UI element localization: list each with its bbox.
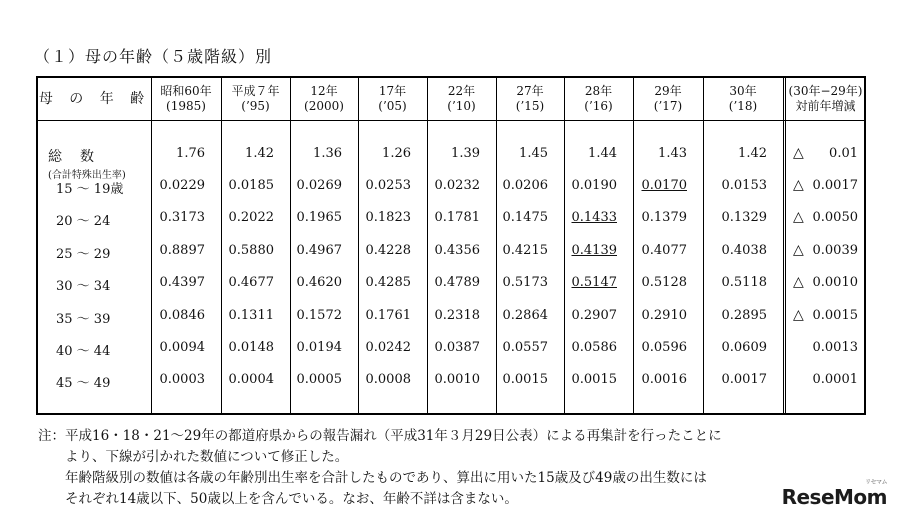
cell-value: 0.0242 [365,340,411,355]
note-line: 注：平成16・18・21〜29年の都道府県からの報告漏れ（平成31年３月29日公表）による再集計を行ったことに [38,428,722,444]
cell-value: 0.4356 [434,242,480,258]
age-group-label: 20 〜 24 [56,214,111,230]
diff-value: 0.0001 [812,372,858,388]
table-title: （１）母の年齢（５歳階級）別 [34,47,273,66]
table-cell [503,178,549,193]
header-year-label: 29年 [654,84,682,98]
table-cell [503,372,549,387]
table-cell [229,210,275,225]
cell-value: 0.8897 [159,242,205,258]
cell-value: 0.1329 [721,210,767,226]
header-year-sub: (’10) [447,99,476,113]
table-cell [642,340,688,355]
cell-value: 1.36 [313,146,342,161]
age-group-label: 40 〜 44 [56,344,111,359]
decrease-mark: △ [793,306,804,323]
table-cell [642,308,688,323]
table-cell [435,372,481,387]
table-cell [297,243,343,258]
cell-value: 0.0170 [641,178,687,193]
cell-value: 1.42 [245,146,274,161]
table-cell [572,308,618,323]
table-cell [658,146,687,161]
note-line: より、下線が引かれた数値について修正した。 [38,449,349,465]
cell-value: 0.4285 [365,275,411,291]
header-age-label: 母 の 年 齢 [38,90,151,107]
table-cell [722,210,768,225]
header-year-label: 17年 [378,84,407,98]
cell-value: 0.1761 [365,307,411,323]
table-cell [503,340,549,355]
header-year [151,78,221,120]
table-cell [297,275,343,290]
header-year-label: 27年 [516,84,544,98]
header-diff-label: (30年−29年) [788,84,863,98]
header-year [290,78,358,120]
resemom-logo: リセマム ReseMom [781,479,887,509]
cell-value: 0.4967 [296,242,342,258]
cell-value: 0.5118 [721,275,767,291]
cell-value: 0.2022 [228,210,274,226]
table-cell [160,178,206,193]
header-year-label: 30年 [729,84,757,98]
cell-value: 0.0387 [434,340,480,355]
table-cell [366,275,412,290]
header-year [564,78,633,120]
table-cell [297,210,343,225]
header-year-sub: (1985) [166,99,206,113]
cell-value: 0.0229 [159,178,205,193]
table-cell [642,275,688,290]
table-cell [572,178,618,193]
cell-value: 1.76 [176,146,205,161]
cell-value: 0.4677 [228,275,274,291]
cell-value: 0.2910 [641,307,687,323]
age-group-label: 35 〜 39 [56,311,111,327]
header-year-label: 昭和60年 [160,84,212,98]
table-cell [297,308,343,323]
cell-value: 0.5147 [571,275,617,291]
table-cell [297,340,343,355]
cell-value: 0.0016 [641,372,687,388]
table-cell [503,210,549,225]
header-year-label: 12年 [310,84,338,98]
header-year-label: 平成７年 [231,84,280,98]
cell-value: 0.0008 [365,372,411,388]
cell-value: 0.1823 [365,210,411,226]
header-year [703,78,783,120]
cell-value: 1.45 [519,146,548,161]
table-cell [435,243,481,258]
cell-value: 0.4139 [571,242,617,258]
table-cell [451,146,480,161]
cell-value: 0.4397 [159,275,205,291]
cell-value: 0.3173 [159,210,205,226]
table-cell [229,308,275,323]
table-cell [722,178,768,193]
cell-value: 0.1311 [228,307,274,323]
cell-value: 0.0586 [571,340,617,355]
table-cell [642,243,688,258]
cell-value: 0.1572 [296,307,342,323]
table-cell [160,243,206,258]
table-cell [722,372,768,387]
table-cell [366,243,412,258]
table-cell [245,146,274,161]
table-cell [435,340,481,355]
table-cell [160,275,206,290]
cell-value: 0.2895 [721,307,767,323]
cell-value: 1.26 [382,146,411,161]
age-group-label: 30 〜 34 [56,279,111,295]
diff-value: 0.0039 [812,242,858,258]
table-cell [572,210,618,225]
diff-value: 0.01 [829,146,858,161]
cell-value: 0.4077 [641,242,687,258]
table-cell [160,210,206,225]
cell-value: 0.4228 [365,242,411,258]
table-cell [572,340,618,355]
cell-value: 0.0190 [571,178,617,193]
cell-value: 0.0153 [721,178,767,193]
header-year-sub: (2000) [304,99,344,113]
cell-value: 0.4038 [721,242,767,258]
cell-value: 0.0206 [502,178,548,193]
table-cell [229,275,275,290]
table-cell [160,308,206,323]
header-year-sub: (’15) [515,99,545,113]
table-cell [435,178,481,193]
column-divider [703,78,704,413]
decrease-mark: △ [793,177,804,193]
column-divider [358,78,359,413]
header-year [221,78,290,120]
table-cell [503,243,549,258]
cell-value: 0.0609 [721,340,767,355]
table-cell [366,372,412,387]
cell-value: 0.0004 [228,372,274,388]
cell-value: 0.1379 [641,210,687,226]
table-cell [366,178,412,193]
header-year-label: 28年 [584,84,613,98]
note-line: それぞれ14歳以下、50歳以上を含んでいる。なお、年齢不詳は含まない。 [38,491,518,507]
header-diff [783,78,868,120]
column-divider [290,78,291,413]
table-cell [366,308,412,323]
age-group-label: 15 〜 19歳 [56,182,124,197]
table-cell [382,146,411,161]
cell-value: 0.0010 [434,372,480,388]
cell-value: 0.0003 [159,372,205,388]
header-year [358,78,427,120]
cell-value: 0.0094 [159,340,205,355]
table-cell [503,308,549,323]
header-year [633,78,703,120]
column-divider [564,78,565,413]
cell-value: 0.0015 [571,372,617,388]
table-cell [366,340,412,355]
header-year-sub: (’95) [241,99,270,113]
table-cell [642,372,688,387]
cell-value: 0.5128 [641,275,687,291]
header-year-label: 22年 [447,84,476,98]
table-cell [572,275,618,290]
decrease-mark: △ [793,241,804,258]
birth-rate-table [36,76,866,415]
table-cell [722,340,768,355]
table-cell [503,275,549,290]
cell-value: 0.0253 [365,178,411,193]
column-divider [427,78,428,413]
cell-value: 0.1475 [502,210,548,226]
diff-value: 0.0013 [812,340,858,355]
decrease-mark: △ [793,209,804,226]
total-label: 総 数 [48,149,96,165]
diff-value: 0.0015 [812,307,858,323]
table-cell [572,243,618,258]
table-cell [160,340,206,355]
header-year [427,78,496,120]
table-cell [722,308,768,323]
cell-value: 0.0269 [296,178,342,193]
cell-value: 0.1433 [571,210,617,226]
header-year-sub: (’05) [378,99,407,113]
column-divider [151,78,152,413]
header-year-sub: (’18) [728,99,758,113]
cell-value: 0.1965 [296,210,342,226]
cell-value: 0.0185 [228,178,274,193]
table-cell [229,372,275,387]
total-sublabel: (合計特殊出生率) [48,170,126,181]
cell-value: 0.0232 [434,178,480,193]
table-cell [297,372,343,387]
cell-value: 0.5880 [228,242,274,258]
cell-value: 0.2907 [571,307,617,323]
diff-value: 0.0050 [812,210,858,226]
column-divider [633,78,634,413]
diff-value: 0.0010 [812,275,858,291]
table-cell [229,178,275,193]
header-year-sub: (’16) [584,99,613,113]
table-cell [366,210,412,225]
table-cell [435,210,481,225]
table-cell [160,372,206,387]
table-cell [229,340,275,355]
cell-value: 0.0194 [296,340,342,355]
age-group-label: 45 〜 49 [56,376,111,392]
header-diff-sub: 対前年増減 [795,99,856,113]
cell-value: 0.4620 [296,275,342,291]
cell-value: 0.0596 [641,340,687,355]
age-group-label: 25 〜 29 [56,246,111,262]
table-cell [176,146,205,161]
cell-value: 0.2318 [434,307,480,323]
cell-value: 0.5173 [502,275,548,291]
table-cell [722,275,768,290]
cell-value: 0.4215 [502,242,548,258]
table-cell [572,372,618,387]
cell-value: 1.44 [588,146,617,161]
column-divider [496,78,497,413]
header-year [496,78,564,120]
table-cell [297,178,343,193]
cell-value: 0.0148 [228,340,274,355]
cell-value: 1.42 [738,146,767,161]
cell-value: 0.0017 [721,372,767,388]
decrease-mark: △ [793,274,804,291]
table-cell [588,146,617,161]
table-cell [722,243,768,258]
table-cell [313,146,342,161]
diff-value: 0.0017 [812,178,858,193]
table-cell [642,210,688,225]
table-cell [642,178,688,193]
table-cell [435,308,481,323]
cell-value: 0.2864 [502,307,548,323]
column-divider [221,78,222,413]
header-divider [38,120,864,121]
table-cell [435,275,481,290]
cell-value: 0.0557 [502,340,548,355]
column-divider [783,78,786,413]
cell-value: 0.0015 [502,372,548,388]
cell-value: 0.0005 [296,372,342,388]
cell-value: 0.0846 [159,307,205,323]
note-line: 年齢階級別の数値は各歳の年齢別出生率を合計したものであり、算出に用いた15歳及び49歳の出生数には [38,470,707,486]
decrease-mark: △ [793,145,804,161]
table-cell [229,243,275,258]
table-cell [738,146,767,161]
cell-value: 1.43 [658,146,687,161]
header-year-sub: (’17) [653,99,683,113]
cell-value: 0.4789 [434,275,480,291]
cell-value: 1.39 [451,146,480,161]
table-cell [519,146,548,161]
cell-value: 0.1781 [434,210,480,226]
